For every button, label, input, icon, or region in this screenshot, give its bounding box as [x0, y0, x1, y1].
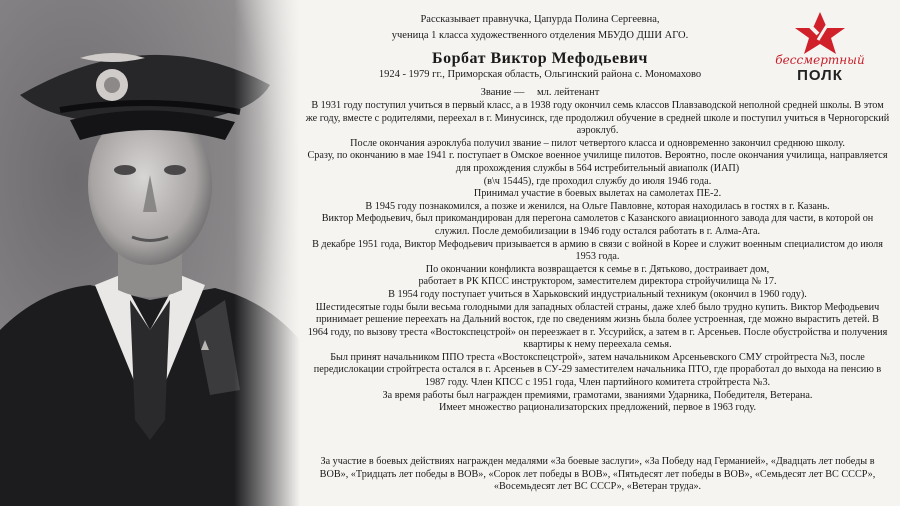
bio-paragraph: В декабре 1951 года, Виктор Мефодьевич призывается в армию в связи с войной в Корее и служит военным специалистом до июля 1953 года.: [312, 238, 883, 263]
portrait-photo: [0, 0, 300, 506]
bio-paragraph: Шестидесятые годы были весьма голодными для западных областей страны, даже хлеб было трудно купить. Виктор Мефодьевич принимает решение переехать на Дальний восток, где по сведениям жизнь была более устроенная, где можно вырастить детей. В 1964 году, по вызову треста «Востокспецстрой» он переезжает в г. Уссурийск, а затем в г. Арсеньев. После обустройства и получения квартиры к нему переехала семья.: [307, 301, 888, 351]
header: [305, 12, 775, 100]
life-years: 1924 - 1979 гг., Приморская область, Ольгинский района с. Мономахово: [378, 69, 702, 80]
rank-value: мл. лейтенант: [537, 87, 600, 98]
bio-paragraph: В 1954 году поступает учиться в Харьковский индустриальный техникум (окончил в 1960 году).: [388, 288, 807, 300]
bio-paragraph: Имеет множество рационализаторских предложений, первое в 1963 году.: [439, 402, 756, 414]
bio-paragraph: Виктор Мефодьевич, был прикомандирован для перегона самолетов с Казанского авиационного завода для части, в которой он служил. После демобилизации в 1946 году остался работать в г. Алма-Ата.: [321, 213, 874, 237]
bio-paragraph: После окончания аэроклуба получил звание – пилот четвертого класса и одновременно закончил среднюю школу.: [350, 137, 845, 149]
narrator-line-2: ученица 1 класса художественного отделения МБУДО ДШИ АГО.: [391, 30, 689, 41]
narrator-line-1: Рассказывает правнучка, Цапурда Полина Сергеевна,: [420, 14, 660, 25]
bio-paragraph: Был принят начальником ППО треста «Востокспецстрой», затем начальником Арсеньевского СМУ стройтреста №3, после передислокации стройтреста остался в г. Арсеньев в СУ-29 заместителем начальника ПТО, где проработал до выхода на пенсию в 1987 году. Член КПСС с 1951 года, Член партийного комитета стройтреста №3.: [313, 351, 882, 389]
portrait-illustration: [0, 0, 300, 506]
rank-line: [305, 86, 775, 100]
awards-paragraph: За участие в боевых действиях награжден медалями «За боевые заслуги», «За Победу над Германией», «Двадцать лет победы в ВОВ», «Тридцать лет победы в ВОВ», «Сорок лет победы в ВОВ», «Пятьдесят лет победы в ВОВ», «Семьдесят лет ВС СССР», «Восемьдесят лет ВС СССР», «Ветеран труда».: [319, 456, 876, 493]
biography: [305, 100, 890, 415]
bio-paragraph: В 1931 году поступил учиться в первый класс, а в 1938 году окончил семь классов Плавзаводской неполной средней школы. В этом же году, вместе с родителями, переехал в г. Минусинск, где продолжил обучение в средней школе и поступил учиться в Черногорский аэроклуб.: [305, 100, 890, 137]
bio-paragraph: работает в РК КПСС инструктором, заместителем директора стройучилища № 17.: [418, 276, 777, 288]
bio-paragraph: В 1945 году познакомился, а позже и женился, на Ольге Павловне, которая находилась в гостях в г. Казань.: [365, 200, 830, 212]
immortal-regiment-logo: [770, 10, 870, 90]
person-name: Борбат Виктор Мефодьевич: [432, 50, 648, 67]
bio-paragraph: Сразу, по окончанию в мае 1941 г. поступает в Омское военное училище пилотов. Вероятно, после окончания училища, направляется для прохождения службы в 564 истребительный авиаполк (ИАП): [307, 150, 888, 174]
bio-paragraph: За время работы был награжден премиями, грамотами, званиями Ударника, Победителя, Ветерана.: [382, 389, 813, 401]
bio-paragraph: (в\ч 15445), где проходил службу до июля 1946 года.: [483, 175, 712, 187]
logo-script-text: бессмертный: [775, 53, 865, 67]
logo-main-text: ПОЛК: [797, 67, 843, 84]
bio-paragraph: Принимал участие в боевых вылетах на самолетах ПЕ-2.: [473, 188, 722, 200]
bio-paragraph: По окончании конфликта возвращается к семье в г. Дятьково, достраивает дом,: [425, 263, 770, 275]
rank-label: Звание —: [480, 87, 525, 98]
